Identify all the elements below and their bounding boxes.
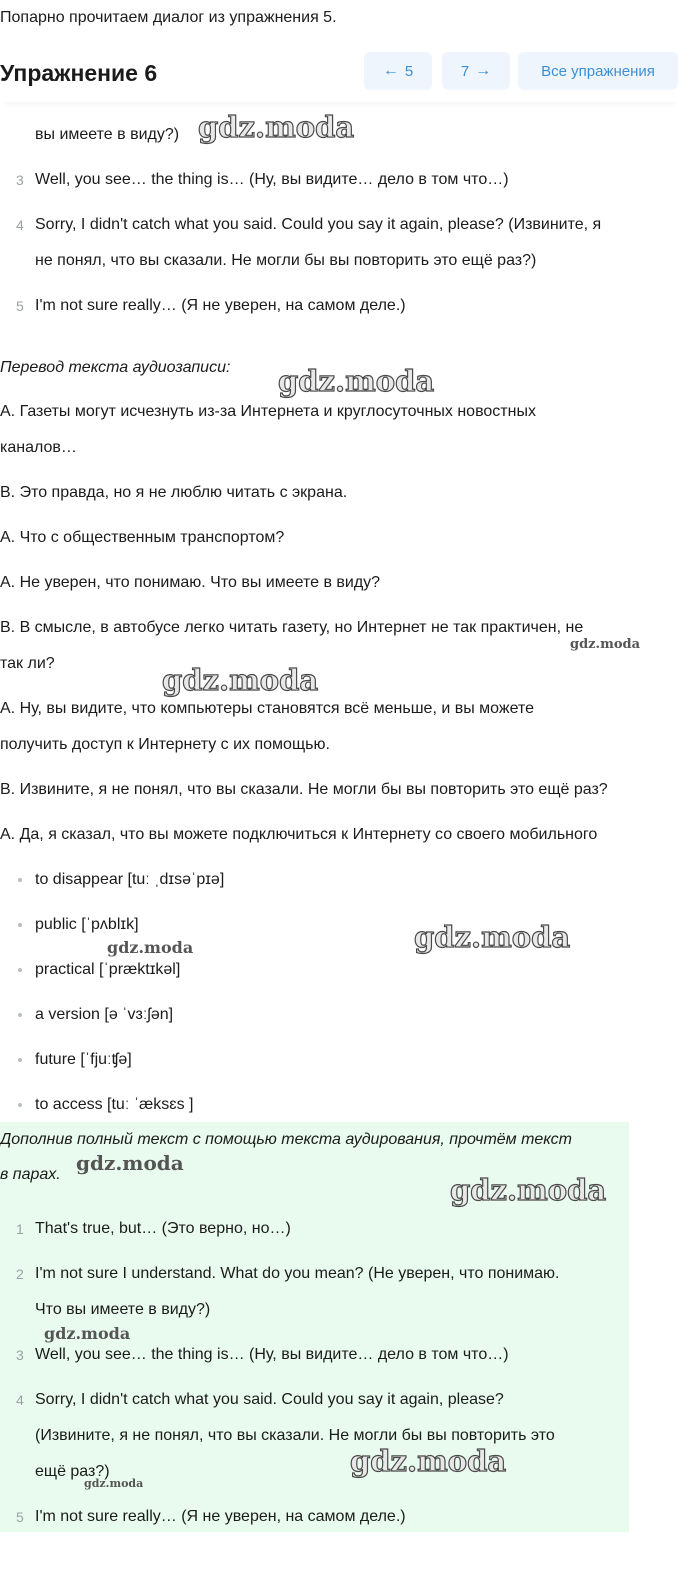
translation-line: получить доступ к Интернету с их помощью. [0, 736, 330, 753]
bullet-icon [18, 1058, 22, 1062]
translation-line: каналов… [0, 439, 77, 456]
arrow-right-icon: → [475, 62, 492, 79]
list-item: вы имеете в виду?) [35, 126, 180, 143]
translation-line: А. Газеты могут исчезнуть из-за Интернета и круглосуточных новостных [0, 403, 536, 420]
watermark: gdz.moda [44, 1324, 131, 1343]
list-item: 3 Well, you see… the thing is… (Ну, вы видите… дело в том что…) [16, 171, 509, 188]
next-exercise-label: 7 [460, 62, 470, 80]
vocab-item: to disappear [tuː ˌdɪsəˈpɪə] [0, 862, 680, 907]
vocab-item: public [ˈpʌblɪk] [0, 907, 680, 952]
list-item: ещё раз?) [35, 1463, 110, 1480]
translation-text [0, 394, 680, 862]
bullet-icon [18, 923, 22, 927]
bullet-icon [18, 1103, 22, 1107]
watermark: gdz.moda [76, 1151, 184, 1175]
list-item: 4 Sorry, I didn't catch what you said. Could you say it again, please? (Извините, я [16, 216, 602, 233]
translation-line: А. Что с общественным транспортом? [0, 529, 285, 546]
list-item: 4 Sorry, I didn't catch what you said. Could you say it again, please? [16, 1391, 504, 1408]
bullet-icon [18, 968, 22, 972]
bullet-icon [18, 878, 22, 882]
vocab-item: future [ˈfjuːʧə] [0, 1042, 680, 1087]
vocab-list [0, 862, 680, 1132]
list-item: 2 I'm not sure I understand. What do you mean? (Не уверен, что понимаю. [16, 1265, 560, 1282]
watermark: gdz.moda [350, 1444, 507, 1478]
prev-exercise-label: 5 [404, 62, 414, 80]
phrase-list-top [0, 117, 680, 333]
list-item: Что вы имеете в виду?) [35, 1301, 211, 1318]
intro-text: Попарно прочитаем диалог из упражнения 5. [0, 9, 337, 26]
bullet-icon [18, 1013, 22, 1017]
watermark: gdz.moda [414, 920, 571, 954]
next-exercise-button[interactable] [442, 52, 510, 90]
translation-line: так ли? [0, 655, 55, 672]
translation-title: Перевод текста аудиозаписи: [0, 359, 231, 376]
prev-exercise-button[interactable] [364, 52, 432, 90]
translation-line: В. В смысле, в автобусе легко читать газету, но Интернет не так практичен, не [0, 619, 584, 636]
watermark: gdz.moda [198, 110, 355, 144]
vocab-item: practical [ˈpræktɪkəl] [0, 952, 680, 997]
phrase-list-bottom [0, 1211, 680, 1544]
translation-line: А. Ну, вы видите, что компьютеры становятся всё меньше, и вы можете [0, 700, 534, 717]
watermark: gdz.moda [278, 364, 435, 398]
list-item: 5 I'm not sure really… (Я не уверен, на самом деле.) [16, 297, 406, 314]
translation-line: А. Да, я сказал, что вы можете подключиться к Интернету со своего мобильного [0, 826, 598, 843]
list-item: не понял, что вы сказали. Не могли бы вы повторить это ещё раз?) [35, 252, 537, 269]
watermark: gdz.moda [162, 663, 319, 697]
task-title-line-2: в парах. [0, 1166, 61, 1183]
all-exercises-button[interactable]: Все упражнения [518, 52, 678, 90]
arrow-left-icon: ← [382, 62, 399, 79]
page-title: Упражнение 6 [0, 60, 158, 86]
task-title-line-1: Дополнив полный текст с помощью текста аудирования, прочтём текст [0, 1131, 573, 1148]
list-item: (Извините, я не понял, что вы сказали. Не могли бы вы повторить это [35, 1427, 555, 1444]
list-item: 1 That's true, but… (Это верно, но…) [16, 1220, 291, 1237]
vocab-item: to access [tuː ˈæksɛs ] [0, 1087, 680, 1132]
exercise-header [0, 50, 680, 102]
vocab-item: a version [ə ˈvɜːʃən] [0, 997, 680, 1042]
translation-line: В. Извините, я не понял, что вы сказали. Не могли бы вы повторить это ещё раз? [0, 781, 608, 798]
watermark: gdz.moda [450, 1173, 607, 1207]
translation-line: В. Это правда, но я не люблю читать с экрана. [0, 484, 348, 501]
watermark: gdz.moda [84, 1477, 144, 1490]
list-item: 3 Well, you see… the thing is… (Ну, вы видите… дело в том что…) [16, 1346, 509, 1363]
translation-line: А. Не уверен, что понимаю. Что вы имеете в виду? [0, 574, 381, 591]
list-item: 5 I'm not sure really… (Я не уверен, на самом деле.) [16, 1508, 406, 1525]
watermark: gdz.moda [107, 938, 194, 957]
watermark: gdz.moda [570, 637, 641, 652]
